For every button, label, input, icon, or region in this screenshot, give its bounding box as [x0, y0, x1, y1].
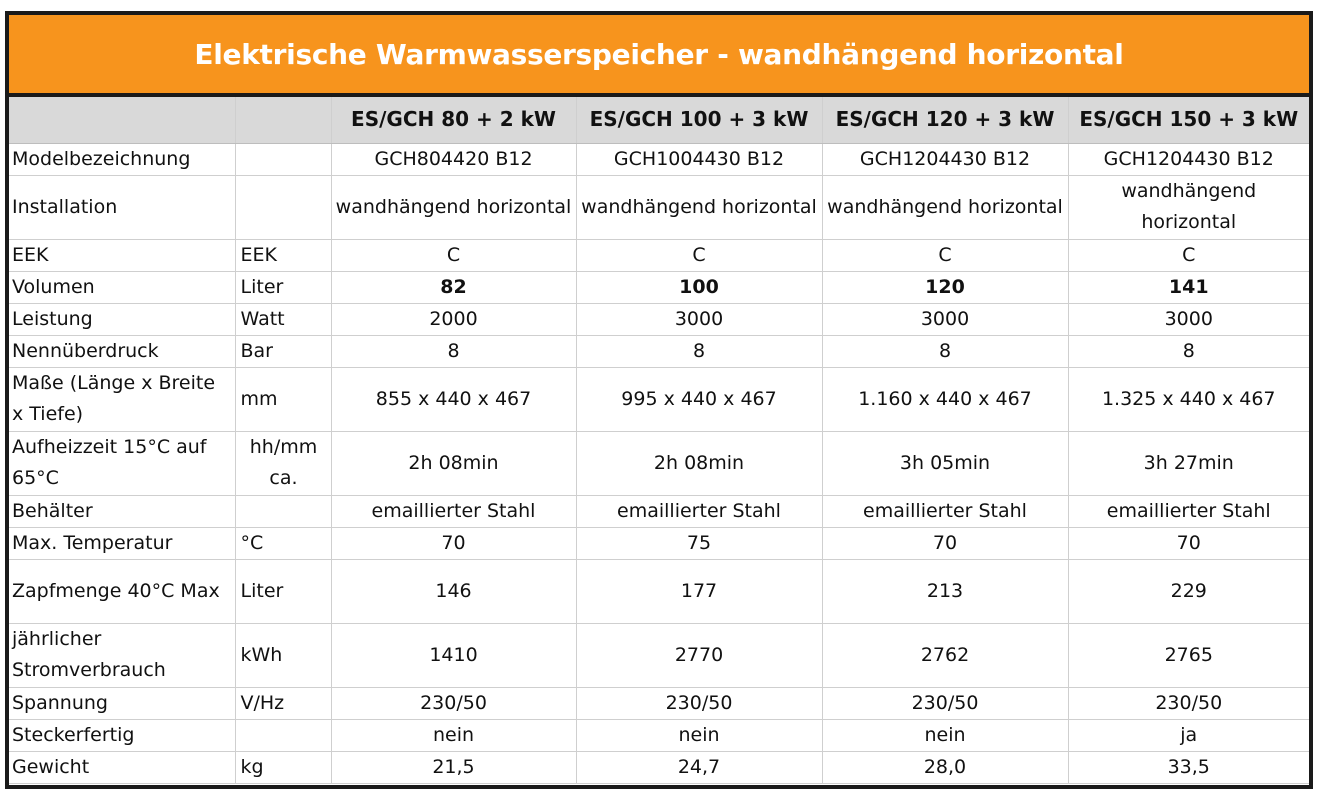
row-value: 177	[576, 559, 822, 623]
row-value: 33,5	[1068, 751, 1309, 783]
row-value: 82	[331, 271, 576, 303]
row-value: emaillierter Stahl	[822, 495, 1068, 527]
row-value: 120	[822, 271, 1068, 303]
row-value: 1.160 x 440 x 467	[822, 367, 1068, 431]
row-unit	[235, 719, 331, 751]
row-value: 8	[576, 335, 822, 367]
row-value: 1.325 x 440 x 467	[1068, 367, 1309, 431]
row-value: 24,7	[576, 751, 822, 783]
row-value: nein	[331, 719, 576, 751]
row-value: 2762	[822, 623, 1068, 687]
row-unit	[235, 495, 331, 527]
row-label: Maße (Länge x Breite x Tiefe)	[9, 367, 235, 431]
table-row	[9, 367, 1309, 431]
row-value: emaillierter Stahl	[1068, 495, 1309, 527]
row-unit: Bar	[235, 335, 331, 367]
row-value: 2h 08min	[331, 431, 576, 495]
row-value: emaillierter Stahl	[331, 495, 576, 527]
title-bar	[9, 15, 1309, 97]
row-unit: EEK	[235, 239, 331, 271]
header-cell-label	[9, 97, 235, 143]
row-value: 70	[1068, 527, 1309, 559]
table-row	[9, 175, 1309, 239]
row-value: 2000	[331, 303, 576, 335]
row-value: 995 x 440 x 467	[576, 367, 822, 431]
row-label: Steckerfertig	[9, 719, 235, 751]
header-cell-unit	[235, 97, 331, 143]
row-value: C	[1068, 239, 1309, 271]
table-body	[9, 143, 1309, 783]
row-value: GCH804420 B12	[331, 143, 576, 175]
table-row	[9, 303, 1309, 335]
table-row	[9, 143, 1309, 175]
row-label: Leistung	[9, 303, 235, 335]
row-value: GCH1204430 B12	[822, 143, 1068, 175]
row-label: Aufheizzeit 15°C auf 65°C	[9, 431, 235, 495]
row-value: 3000	[822, 303, 1068, 335]
row-value: 8	[822, 335, 1068, 367]
row-value: GCH1004430 B12	[576, 143, 822, 175]
row-value: 2765	[1068, 623, 1309, 687]
row-value: 70	[822, 527, 1068, 559]
spec-table	[9, 97, 1309, 784]
row-value: 213	[822, 559, 1068, 623]
row-value: 2h 08min	[576, 431, 822, 495]
row-unit: Liter	[235, 271, 331, 303]
header-row	[9, 97, 1309, 143]
row-value: wandhängend horizontal	[822, 175, 1068, 239]
table-row	[9, 719, 1309, 751]
row-value: 230/50	[1068, 687, 1309, 719]
row-value: 3h 27min	[1068, 431, 1309, 495]
row-unit: kWh	[235, 623, 331, 687]
table-frame	[5, 11, 1313, 789]
row-value: 70	[331, 527, 576, 559]
row-unit: °C	[235, 527, 331, 559]
row-value: 100	[576, 271, 822, 303]
row-value: 141	[1068, 271, 1309, 303]
row-value: 3000	[1068, 303, 1309, 335]
header-cell-model-100: ES/GCH 100 + 3 kW	[576, 97, 822, 143]
table-row	[9, 527, 1309, 559]
row-label: Volumen	[9, 271, 235, 303]
row-value: nein	[576, 719, 822, 751]
row-value: 230/50	[576, 687, 822, 719]
row-value: GCH1204430 B12	[1068, 143, 1309, 175]
table-row	[9, 751, 1309, 783]
row-unit: Watt	[235, 303, 331, 335]
row-value: 855 x 440 x 467	[331, 367, 576, 431]
row-label: EEK	[9, 239, 235, 271]
row-label: Max. Temperatur	[9, 527, 235, 559]
row-unit	[235, 143, 331, 175]
row-value: 2770	[576, 623, 822, 687]
row-value: ja	[1068, 719, 1309, 751]
row-label: Gewicht	[9, 751, 235, 783]
row-unit: mm	[235, 367, 331, 431]
row-unit	[235, 175, 331, 239]
row-value: nein	[822, 719, 1068, 751]
table-row	[9, 495, 1309, 527]
row-value: wandhängend horizontal	[1068, 175, 1309, 239]
row-label: Spannung	[9, 687, 235, 719]
table-row	[9, 623, 1309, 687]
row-unit: hh/mm ca.	[235, 431, 331, 495]
row-label: Installation	[9, 175, 235, 239]
header-cell-model-80: ES/GCH 80 + 2 kW	[331, 97, 576, 143]
row-value: 75	[576, 527, 822, 559]
table-row	[9, 559, 1309, 623]
row-unit: Liter	[235, 559, 331, 623]
table-row	[9, 431, 1309, 495]
row-value: 21,5	[331, 751, 576, 783]
row-value: 229	[1068, 559, 1309, 623]
header-cell-model-120: ES/GCH 120 + 3 kW	[822, 97, 1068, 143]
row-label: Zapfmenge 40°C Max	[9, 559, 235, 623]
table-row	[9, 335, 1309, 367]
row-label: Nennüberdruck	[9, 335, 235, 367]
row-value: wandhängend horizontal	[331, 175, 576, 239]
table-title: Elektrische Warmwasserspeicher - wandhängend horizontal	[194, 37, 1124, 71]
row-unit: kg	[235, 751, 331, 783]
row-label: Behälter	[9, 495, 235, 527]
row-value: C	[822, 239, 1068, 271]
row-value: 8	[331, 335, 576, 367]
row-value: 8	[1068, 335, 1309, 367]
row-value: emaillierter Stahl	[576, 495, 822, 527]
header-cell-model-150: ES/GCH 150 + 3 kW	[1068, 97, 1309, 143]
row-value: 3h 05min	[822, 431, 1068, 495]
table-row	[9, 239, 1309, 271]
row-label: Modelbezeichnung	[9, 143, 235, 175]
row-value: 230/50	[822, 687, 1068, 719]
row-label: jährlicher Stromverbrauch	[9, 623, 235, 687]
row-value: C	[576, 239, 822, 271]
table-row	[9, 687, 1309, 719]
row-unit: V/Hz	[235, 687, 331, 719]
row-value: 230/50	[331, 687, 576, 719]
row-value: 3000	[576, 303, 822, 335]
row-value: 1410	[331, 623, 576, 687]
row-value: wandhängend horizontal	[576, 175, 822, 239]
row-value: C	[331, 239, 576, 271]
row-value: 146	[331, 559, 576, 623]
row-value: 28,0	[822, 751, 1068, 783]
table-row	[9, 271, 1309, 303]
